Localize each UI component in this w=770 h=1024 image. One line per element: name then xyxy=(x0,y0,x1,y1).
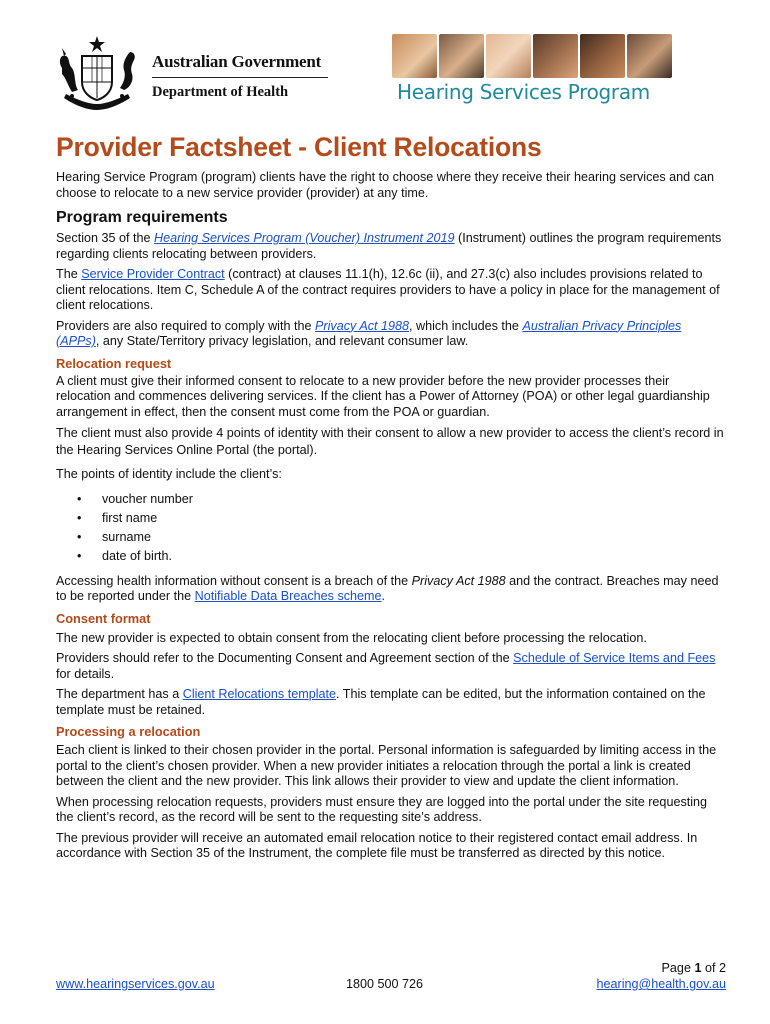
website-link[interactable]: www.hearingservices.gov.au xyxy=(56,977,215,991)
list-item-text: first name xyxy=(102,510,158,525)
service-provider-contract-link[interactable]: Service Provider Contract xyxy=(81,267,225,281)
list-item xyxy=(56,547,726,566)
department-name: Department of Health xyxy=(152,84,289,100)
text-span: . xyxy=(381,589,386,603)
banner-photo xyxy=(627,34,672,78)
banner-photo xyxy=(486,34,531,78)
current-page: 1 xyxy=(694,961,702,975)
government-wordmark xyxy=(152,52,332,101)
list-item-text: date of birth. xyxy=(102,548,173,563)
email-link[interactable]: hearing@health.gov.au xyxy=(596,977,726,991)
intro-paragraph: Hearing Service Program (program) clients have the right to choose where they receive their hearing services and can choose to relocate to a new service provider (provider) at any time. xyxy=(56,170,714,200)
privacy-principles-link[interactable]: Australian Privacy Principles (APPs) xyxy=(56,318,682,348)
list-item-text: surname xyxy=(102,529,151,544)
relocation-paragraph-4 xyxy=(56,574,726,605)
text-span: Accessing health information without consent is a breach of the xyxy=(56,573,412,588)
bullet-icon: • xyxy=(77,548,82,563)
program-requirements-heading: Program requirements xyxy=(56,209,228,226)
text-span: , which includes the xyxy=(409,318,523,333)
page-title: Provider Factsheet - Client Relocations xyxy=(56,132,542,162)
page-header xyxy=(52,32,732,112)
bullet-icon: • xyxy=(77,491,82,506)
privacy-act-link[interactable]: Privacy Act 1988 xyxy=(315,318,410,333)
banner-photo xyxy=(392,34,437,78)
banner-photo xyxy=(580,34,625,78)
relocation-paragraph-3: The points of identity include the client’s: xyxy=(56,467,282,481)
requirements-paragraph-2 xyxy=(56,267,726,314)
main-content xyxy=(56,128,726,862)
identity-points-list xyxy=(56,490,726,566)
bullet-icon: • xyxy=(77,529,82,544)
page-footer xyxy=(56,958,726,998)
processing-paragraph-3: The previous provider will receive an automated email relocation notice to their registered contact email address. In accordance with Section 35 of the Instrument, the complete file must be transferred as directed by this notice. xyxy=(56,830,698,860)
text-span: Providers should refer to the Documenting Consent and Agreement section of the xyxy=(56,651,514,665)
wordmark-divider xyxy=(152,77,328,78)
text-span: (Instrument) outlines the program requirements regarding clients relocating between providers. xyxy=(56,231,722,261)
processing-paragraph-2: When processing relocation requests, providers must ensure they are logged into the portal under the site requesting the client’s record, as the record will be sent to the requesting site’s address. xyxy=(56,794,708,824)
list-item-text: voucher number xyxy=(102,491,194,506)
total-pages: 2 xyxy=(718,961,726,975)
phone-number: 1800 500 726 xyxy=(346,977,424,991)
text-span: The xyxy=(56,267,82,281)
text-span: (contract) at clauses 11.1(h), 12.6c (ii), and 27.3(c) also includes provisions related to client relocations. Item C, Schedule A of the contract requires providers to have a policy in place for the management of client relocations. xyxy=(56,267,720,312)
page-number xyxy=(662,961,726,975)
text-span: Page xyxy=(661,961,695,975)
schedule-of-service-items-link[interactable]: Schedule of Service Items and Fees xyxy=(513,651,716,665)
text-span: Privacy Act 1988 xyxy=(411,573,506,588)
text-span: and the contract. Breaches may need to be reported under the xyxy=(56,573,719,603)
program-title: Hearing Services Program xyxy=(397,80,650,104)
text-span: for details. xyxy=(56,666,115,681)
government-name: Australian Government xyxy=(152,52,322,71)
consent-paragraph-2 xyxy=(56,651,726,682)
banner-photo xyxy=(439,34,484,78)
program-photo-banner xyxy=(392,34,672,78)
text-span: The department has a xyxy=(56,687,183,701)
consent-paragraph-3 xyxy=(56,687,726,718)
requirements-paragraph-3 xyxy=(56,319,726,350)
banner-photo xyxy=(533,34,578,78)
relocation-paragraph-2: The client must also provide 4 points of identity with their consent to allow a new provider to access the client’s record in the Hearing Services Online Portal (the portal). xyxy=(56,426,724,457)
processing-paragraph-1: Each client is linked to their chosen provider in the portal. Personal information is safeguarded by limiting access in the portal to the client’s chosen provider. When a new provider initiates a relocation through the portal a link is created between the client and the new provider. This link allows their provider to view and update the client information. xyxy=(56,743,717,788)
list-item xyxy=(56,509,726,528)
requirements-paragraph-1 xyxy=(56,231,726,262)
text-span: Section 35 of the xyxy=(56,231,155,245)
text-span: of xyxy=(701,961,719,975)
text-span: , any State/Territory privacy legislation, and relevant consumer law. xyxy=(95,334,469,348)
notifiable-data-breaches-link[interactable]: Notifiable Data Breaches scheme xyxy=(194,589,382,603)
relocation-paragraph-1: A client must give their informed consent to relocate to a new provider before the new provider processes their relocation and commences delivering services. If the client has a Power of Attorney (POA) or other legal guardianship arrangement in effect, then the consent must come from the POA or guardian. xyxy=(56,373,710,419)
list-item xyxy=(56,490,726,509)
list-item xyxy=(56,528,726,547)
text-span: Providers are also required to comply with the xyxy=(56,318,315,333)
client-relocations-template-link[interactable]: Client Relocations template xyxy=(182,687,337,701)
consent-format-heading: Consent format xyxy=(56,610,151,626)
instrument-link[interactable]: Hearing Services Program (Voucher) Instrument 2019 xyxy=(154,231,455,245)
bullet-icon: • xyxy=(77,510,82,525)
processing-heading: Processing a relocation xyxy=(56,724,201,739)
text-span: . This template can be edited, but the information contained on the template must be retained. xyxy=(56,687,706,717)
relocation-request-heading: Relocation request xyxy=(56,355,172,371)
coat-of-arms-icon xyxy=(52,34,142,112)
consent-paragraph-1: The new provider is expected to obtain consent from the relocating client before processing the relocation. xyxy=(56,630,647,645)
